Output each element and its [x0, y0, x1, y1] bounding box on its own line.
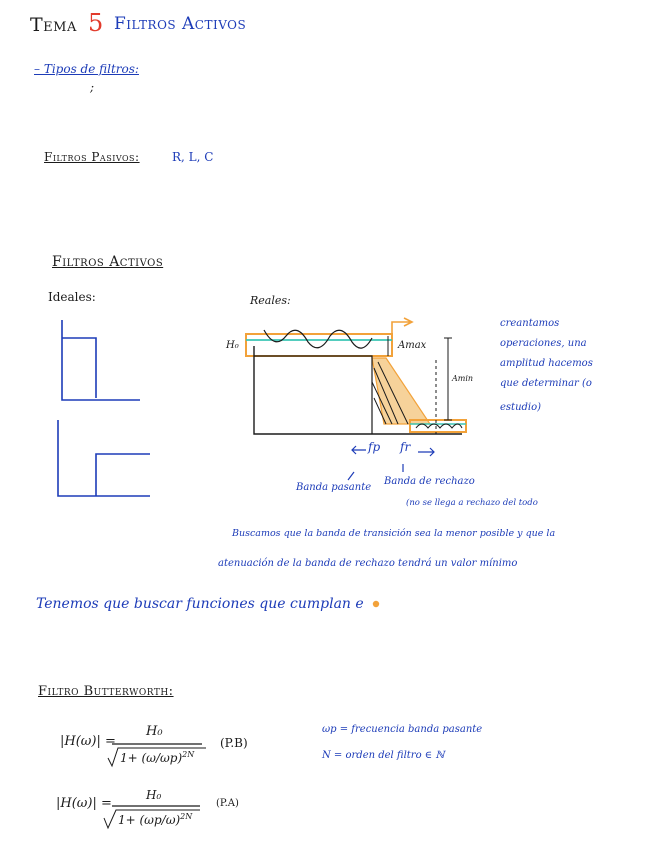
amax-label: Amax [398, 340, 427, 351]
tipos-bullet: ; [90, 80, 95, 94]
real-filter-sketch [246, 318, 466, 480]
eq2-tag: (P.A) [216, 798, 239, 809]
reject-band-note: (no se llega a rechazo del todo [406, 498, 538, 508]
pass-band-label: Banda pasante [296, 482, 372, 493]
side-note-line: estudio) [500, 402, 542, 413]
orange-dot [373, 601, 379, 607]
side-note-line: operaciones, una [500, 338, 587, 349]
tema-label: Tema [30, 14, 77, 36]
ideal-highpass-sketch [58, 420, 150, 496]
ideales-label: Ideales: [48, 290, 96, 304]
tema-number: 5 [88, 9, 104, 37]
eq1-numerator: H₀ [146, 724, 163, 739]
note-line-1: Buscamos que la banda de transición sea la menor posible y que la [232, 528, 556, 539]
eq1-denominator: $1+ (\omega/\omega p)^{2N}$ [120, 750, 195, 765]
reject-band-label: Banda de rechazo [384, 476, 475, 487]
side-note-line: amplitud hacemos [500, 358, 593, 369]
eq1-lhs: |H(ω)| = [60, 734, 116, 749]
pasivos-label: Filtros Pasivos: [44, 150, 140, 164]
activos-label: Filtros Activos [52, 254, 164, 270]
pasivos-components: R, L, C [172, 150, 214, 164]
note-line-3: Tenemos que buscar funciones que cumplan e [36, 596, 364, 612]
amin-label: Amin [452, 374, 474, 383]
butterworth-title: Filtro Butterworth: [38, 684, 174, 699]
def-wp: ωp = frecuencia banda pasante [322, 724, 483, 735]
note-line-2: atenuación de la banda de rechazo tendrá un valor mínimo [218, 558, 518, 569]
h0-label: H₀ [226, 340, 239, 351]
eq2-numerator: H₀ [146, 788, 162, 802]
ideal-lowpass-sketch [62, 320, 140, 400]
tipos-label: – Tipos de filtros: [34, 62, 139, 76]
eq2-lhs: |H(ω)| = [56, 796, 112, 811]
eq2-denominator: $1+ (\omega p/\omega)^{2N}$ [118, 812, 193, 827]
page-title: Filtros Activos [114, 14, 247, 34]
reales-label: Reales: [250, 294, 291, 307]
fr-label: fr [400, 440, 411, 454]
def-n: N = orden del filtro ∈ ℕ [322, 750, 445, 761]
fp-label: fp [368, 440, 381, 454]
side-note-line: creantamos [500, 318, 560, 329]
side-note-line: que determinar (o [500, 378, 592, 389]
eq1-tag: (P.B) [220, 736, 248, 750]
